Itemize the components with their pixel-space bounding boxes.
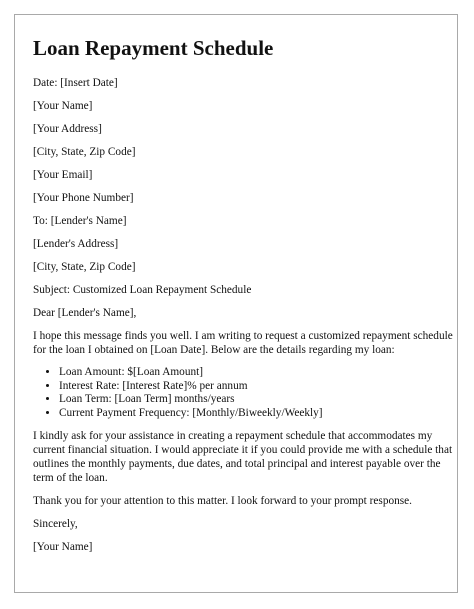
request-paragraph: I kindly ask for your assistance in creating a repayment schedule that accommodates my current financial situation. I would appreciate it if you could provide me with a schedule that outlines the monthly payments, due dates, and total principal and interest payable over the term of the loan. bbox=[33, 430, 453, 484]
loan-details-list bbox=[33, 366, 453, 420]
list-item: • Loan Amount: $[Loan Amount] bbox=[59, 366, 453, 380]
sender-city: [City, State, Zip Code] bbox=[33, 146, 136, 158]
thanks-paragraph: Thank you for your attention to this matter. I look forward to your prompt response. bbox=[33, 495, 412, 507]
subject-line: Subject: Customized Loan Repayment Schedule bbox=[33, 284, 252, 296]
closing: Sincerely, bbox=[33, 518, 78, 530]
list-item: • Interest Rate: [Interest Rate]% per annum bbox=[59, 380, 453, 394]
document-title: Loan Repayment Schedule bbox=[33, 36, 274, 60]
intro-paragraph: I hope this message finds you well. I am writing to request a customized repayment schedule for the loan I obtained on [Loan Date]. Below are the details regarding my loan: bbox=[33, 330, 453, 356]
list-item: • Current Payment Frequency: [Monthly/Biweekly/Weekly] bbox=[59, 407, 453, 421]
sender-address: [Your Address] bbox=[33, 123, 102, 135]
recipient-to-line: To: [Lender's Name] bbox=[33, 215, 127, 227]
letter-page bbox=[14, 14, 458, 593]
sender-email: [Your Email] bbox=[33, 169, 93, 181]
list-item: • Loan Term: [Loan Term] months/years bbox=[59, 393, 453, 407]
date-line: Date: [Insert Date] bbox=[33, 77, 118, 89]
sender-name: [Your Name] bbox=[33, 100, 93, 112]
sender-phone: [Your Phone Number] bbox=[33, 192, 134, 204]
signature: [Your Name] bbox=[33, 541, 93, 553]
letter-content bbox=[33, 34, 453, 563]
greeting: Dear [Lender's Name], bbox=[33, 307, 137, 319]
recipient-city: [City, State, Zip Code] bbox=[33, 261, 136, 273]
recipient-address: [Lender's Address] bbox=[33, 238, 119, 250]
